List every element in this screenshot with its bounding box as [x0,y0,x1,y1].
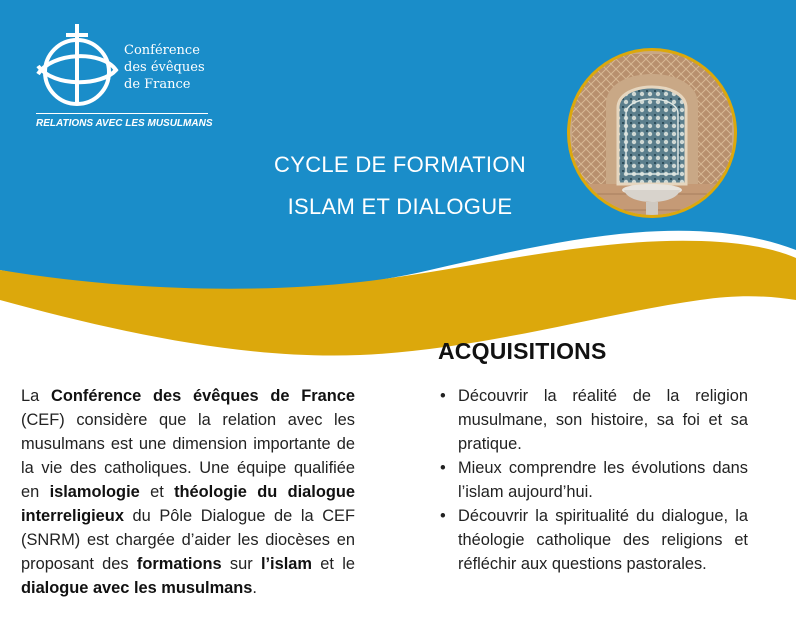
bullet-icon: • [440,507,446,525]
intro-bold: islamologie [49,483,140,501]
intro-bold: théologie du dialogue interreligieux [21,483,355,525]
intro-bold: l’islam [260,555,312,573]
fountain-photo [566,34,738,232]
intro-bold: formations [136,555,222,573]
intro-text: et [139,483,175,501]
bullet-icon: • [440,459,446,477]
list-item-text: Découvrir la spiritualité du dialogue, la théologie catholique des religions et réfléchir aux questions pastorales. [458,507,748,573]
page-title [240,144,560,228]
list-item-text: Découvrir la réalité de la religion musulmane, son histoire, sa foi et sa pratique. [458,387,748,453]
logo-line-3: de France [124,77,191,92]
list-item [438,504,748,576]
intro-bold: Conférence des évêques de France [51,387,355,405]
logo-wordmark [124,42,205,93]
intro-text: La [21,387,52,405]
logo-line-1: Conférence [124,43,200,58]
list-item [438,384,748,456]
intro-text: (CEF) considère que la relation avec les musulmans est une dimension importante de la vie des catholiques. Une équipe qualifiée en [21,411,355,501]
acquisitions-heading: ACQUISITIONS [438,338,607,364]
acquisitions-list [438,384,748,576]
logo-divider [36,113,208,114]
list-item-text: Mieux comprendre les évolutions dans l’islam aujourd’hui. [458,459,748,501]
intro-text: . [252,579,257,597]
bullet-icon: • [440,387,446,405]
title-line-2: ISLAM ET DIALOGUE [287,194,513,219]
intro-text: sur [221,555,261,573]
intro-paragraph [21,384,355,600]
logo-subtitle: RELATIONS AVEC LES MUSULMANS [36,118,213,129]
intro-text: du Pôle Dialogue de la CEF (SNRM) est chargée d’aider les diocèses en proposant des [21,507,355,573]
list-item [438,456,748,504]
intro-bold: dialogue avec les musulmans [21,579,253,597]
intro-text: et le [311,555,355,573]
title-line-1: CYCLE DE FORMATION [274,152,526,177]
logo-line-2: des évêques [124,60,205,75]
